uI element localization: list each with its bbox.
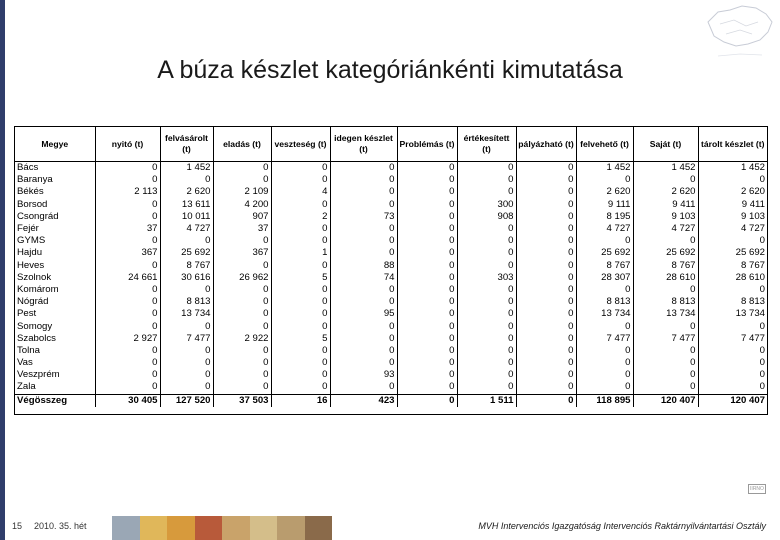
county-name-cell: Szolnok bbox=[15, 272, 95, 284]
value-cell: 0 bbox=[95, 284, 160, 296]
value-cell: 0 bbox=[457, 260, 516, 272]
county-name-cell: Zala bbox=[15, 381, 95, 394]
value-cell: 0 bbox=[457, 320, 516, 332]
value-cell: 0 bbox=[397, 284, 457, 296]
value-cell: 0 bbox=[271, 284, 330, 296]
value-cell: 0 bbox=[160, 284, 213, 296]
value-cell: 0 bbox=[516, 223, 576, 235]
total-value-cell: 118 895 bbox=[576, 394, 633, 407]
value-cell: 0 bbox=[330, 381, 397, 394]
value-cell: 0 bbox=[330, 162, 397, 175]
value-cell: 0 bbox=[213, 235, 271, 247]
county-name-cell: Veszprém bbox=[15, 369, 95, 381]
value-cell: 0 bbox=[397, 345, 457, 357]
value-cell: 0 bbox=[457, 381, 516, 394]
value-cell: 0 bbox=[213, 345, 271, 357]
value-cell: 0 bbox=[516, 272, 576, 284]
grain-photo-tile bbox=[305, 516, 333, 540]
value-cell: 0 bbox=[160, 369, 213, 381]
value-cell: 0 bbox=[95, 357, 160, 369]
grain-photo-tile bbox=[250, 516, 278, 540]
value-cell: 0 bbox=[160, 235, 213, 247]
value-cell: 0 bbox=[759, 357, 765, 369]
value-cell: 0 bbox=[576, 284, 633, 296]
county-name-cell: Békés bbox=[15, 186, 95, 198]
organization-label: MVH Intervenciós Igazgatóság Intervenciós Raktárnyilvántartási Osztály bbox=[478, 521, 766, 531]
value-cell: 28 610 bbox=[735, 271, 765, 283]
value-cell: 25 692 bbox=[160, 247, 213, 259]
value-cell: 0 bbox=[271, 308, 330, 320]
county-name-cell: Tolna bbox=[15, 345, 95, 357]
value-cell: 0 bbox=[633, 174, 698, 186]
table-row bbox=[15, 223, 767, 235]
value-cell: 0 bbox=[271, 357, 330, 369]
value-cell: 367 bbox=[213, 247, 271, 259]
county-name-cell: Bács bbox=[15, 162, 95, 175]
corner-logo-mark: IIRNO bbox=[748, 484, 766, 494]
table-row bbox=[15, 369, 767, 381]
value-cell: 0 bbox=[457, 345, 516, 357]
county-name-cell: Somogy bbox=[15, 320, 95, 332]
value-cell: 24 661 bbox=[95, 272, 160, 284]
table-row bbox=[15, 235, 767, 247]
value-cell: 30 616 bbox=[160, 272, 213, 284]
table-row bbox=[15, 357, 767, 369]
value-cell: 2 113 bbox=[95, 186, 160, 198]
value-cell: 367 bbox=[95, 247, 160, 259]
value-cell: 0 bbox=[516, 235, 576, 247]
value-cell: 95 bbox=[330, 308, 397, 320]
total-value-cell: 120 407 bbox=[698, 394, 767, 407]
value-cell: 0 bbox=[457, 333, 516, 345]
value-cell: 0 bbox=[397, 162, 457, 175]
value-cell: 0 bbox=[633, 235, 698, 247]
value-cell: 13 611 bbox=[160, 199, 213, 211]
value-cell: 0 bbox=[759, 344, 765, 356]
value-cell: 0 bbox=[397, 174, 457, 186]
value-cell: 0 bbox=[516, 260, 576, 272]
county-name-cell: Borsod bbox=[15, 199, 95, 211]
column-header: felvehető (t) bbox=[576, 127, 633, 162]
value-cell: 13 734 bbox=[576, 308, 633, 320]
value-cell: 0 bbox=[516, 284, 576, 296]
county-name-cell: Pest bbox=[15, 308, 95, 320]
value-cell: 9 103 bbox=[633, 211, 698, 223]
value-cell: 2 927 bbox=[95, 333, 160, 345]
table-row bbox=[15, 381, 767, 394]
value-cell: 1 bbox=[271, 247, 330, 259]
value-cell: 0 bbox=[633, 284, 698, 296]
grain-photo-tile bbox=[195, 516, 223, 540]
value-cell: 8 813 bbox=[576, 296, 633, 308]
total-row bbox=[15, 394, 767, 407]
table-row bbox=[15, 320, 767, 332]
column-header: veszteség (t) bbox=[271, 127, 330, 162]
value-cell: 0 bbox=[516, 357, 576, 369]
total-value-cell: 30 405 bbox=[95, 394, 160, 407]
value-cell: 0 bbox=[160, 381, 213, 394]
value-cell: 0 bbox=[213, 284, 271, 296]
column-header: felvásárolt (t) bbox=[160, 127, 213, 162]
value-cell: 9 411 bbox=[741, 198, 765, 210]
value-cell: 0 bbox=[95, 308, 160, 320]
value-cell: 0 bbox=[95, 211, 160, 223]
hungary-map-logo bbox=[700, 0, 780, 62]
grain-photo-tile bbox=[167, 516, 195, 540]
county-name-cell: GYMS bbox=[15, 235, 95, 247]
value-cell: 2 620 bbox=[633, 186, 698, 198]
value-cell: 0 bbox=[397, 186, 457, 198]
value-cell: 8 767 bbox=[576, 260, 633, 272]
week-label: 2010. 35. hét bbox=[34, 521, 87, 531]
value-cell: 0 bbox=[397, 199, 457, 211]
value-cell: 0 bbox=[576, 174, 633, 186]
page-number: 15 bbox=[12, 521, 23, 531]
value-cell: 4 727 bbox=[160, 223, 213, 235]
value-cell: 0 bbox=[95, 162, 160, 175]
value-cell: 0 bbox=[633, 369, 698, 381]
county-name-cell: Heves bbox=[15, 260, 95, 272]
value-cell: 0 bbox=[213, 162, 271, 175]
value-cell: 0 bbox=[397, 308, 457, 320]
value-cell: 0 bbox=[271, 162, 330, 175]
total-value-cell: 37 503 bbox=[213, 394, 271, 407]
value-cell: 0 bbox=[95, 174, 160, 186]
value-cell: 0 bbox=[213, 296, 271, 308]
column-header: Saját (t) bbox=[633, 127, 698, 162]
value-cell: 0 bbox=[516, 174, 576, 186]
value-cell: 0 bbox=[330, 235, 397, 247]
value-cell: 9 103 bbox=[740, 210, 765, 222]
value-cell: 4 bbox=[271, 186, 330, 198]
value-cell: 5 bbox=[271, 272, 330, 284]
value-cell: 7 477 bbox=[160, 333, 213, 345]
value-cell: 2 620 bbox=[576, 186, 633, 198]
county-name-cell: Komárom bbox=[15, 284, 95, 296]
value-cell: 0 bbox=[95, 199, 160, 211]
county-name-cell: Baranya bbox=[15, 174, 95, 186]
column-header: Problémás (t) bbox=[397, 127, 457, 162]
value-cell: 0 bbox=[633, 357, 698, 369]
table-header-row bbox=[15, 127, 767, 162]
value-cell: 0 bbox=[397, 235, 457, 247]
total-value-cell: 127 520 bbox=[160, 394, 213, 407]
table-row bbox=[15, 284, 767, 296]
value-cell: 28 307 bbox=[576, 272, 633, 284]
value-cell: 8 813 bbox=[740, 296, 765, 308]
value-cell: 0 bbox=[633, 381, 698, 394]
value-cell: 0 bbox=[457, 284, 516, 296]
value-cell: 0 bbox=[457, 235, 516, 247]
value-cell: 0 bbox=[330, 186, 397, 198]
value-cell: 0 bbox=[271, 260, 330, 272]
value-cell: 0 bbox=[397, 369, 457, 381]
value-cell: 0 bbox=[397, 247, 457, 259]
county-name-cell: Hajdu bbox=[15, 247, 95, 259]
value-cell: 8 767 bbox=[633, 260, 698, 272]
value-cell: 0 bbox=[397, 320, 457, 332]
value-cell: 25 692 bbox=[735, 247, 765, 259]
column-header: idegen készlet (t) bbox=[330, 127, 397, 162]
value-cell: 8 813 bbox=[160, 296, 213, 308]
value-cell: 0 bbox=[457, 174, 516, 186]
value-cell: 303 bbox=[457, 272, 516, 284]
grain-photo-tile bbox=[112, 516, 140, 540]
value-cell: 0 bbox=[516, 308, 576, 320]
grain-photo-tile bbox=[277, 516, 305, 540]
column-header: Megye bbox=[15, 127, 95, 162]
value-cell: 0 bbox=[516, 211, 576, 223]
value-cell: 0 bbox=[271, 369, 330, 381]
value-cell: 0 bbox=[457, 247, 516, 259]
value-cell: 0 bbox=[397, 260, 457, 272]
county-name-cell: Csongrád bbox=[15, 211, 95, 223]
value-cell: 0 bbox=[759, 320, 765, 332]
grain-photo-strip bbox=[112, 516, 332, 540]
value-cell: 0 bbox=[397, 272, 457, 284]
table-row bbox=[15, 296, 767, 308]
value-cell: 2 620 bbox=[740, 186, 765, 198]
page-title: A búza készlet kategóriánkénti kimutatása bbox=[157, 56, 623, 84]
value-cell: 0 bbox=[271, 223, 330, 235]
value-cell: 0 bbox=[330, 247, 397, 259]
value-cell: 0 bbox=[576, 357, 633, 369]
value-cell: 0 bbox=[576, 320, 633, 332]
value-cell: 0 bbox=[397, 211, 457, 223]
value-cell: 0 bbox=[397, 357, 457, 369]
value-cell: 1 452 bbox=[633, 162, 698, 175]
value-cell: 0 bbox=[160, 174, 213, 186]
value-cell: 0 bbox=[516, 320, 576, 332]
value-cell: 26 962 bbox=[213, 272, 271, 284]
value-cell: 0 bbox=[457, 357, 516, 369]
table-row bbox=[15, 260, 767, 272]
value-cell: 13 734 bbox=[735, 308, 765, 320]
table-row bbox=[15, 272, 767, 284]
value-cell: 0 bbox=[330, 284, 397, 296]
column-header: nyitó (t) bbox=[95, 127, 160, 162]
value-cell: 0 bbox=[330, 357, 397, 369]
county-name-cell: Szabolcs bbox=[15, 333, 95, 345]
value-cell: 2 922 bbox=[213, 333, 271, 345]
grain-photo-tile bbox=[222, 516, 250, 540]
table-row bbox=[15, 199, 767, 211]
table-row bbox=[15, 174, 767, 186]
table-row bbox=[15, 333, 767, 345]
value-cell: 907 bbox=[213, 211, 271, 223]
wheat-stock-table bbox=[15, 127, 767, 407]
value-cell: 7 477 bbox=[576, 333, 633, 345]
value-cell: 74 bbox=[330, 272, 397, 284]
wheat-stock-table-frame bbox=[14, 126, 768, 415]
value-cell: 9 411 bbox=[633, 199, 698, 211]
value-cell: 0 bbox=[457, 186, 516, 198]
value-cell: 8 813 bbox=[633, 296, 698, 308]
value-cell: 0 bbox=[330, 333, 397, 345]
value-cell: 0 bbox=[95, 345, 160, 357]
value-cell: 0 bbox=[633, 320, 698, 332]
column-header: pályázható (t) bbox=[516, 127, 576, 162]
value-cell: 0 bbox=[330, 223, 397, 235]
column-header: eladás (t) bbox=[213, 127, 271, 162]
value-cell: 0 bbox=[330, 345, 397, 357]
value-cell: 2 109 bbox=[213, 186, 271, 198]
value-cell: 0 bbox=[271, 320, 330, 332]
value-cell: 0 bbox=[160, 357, 213, 369]
value-cell: 0 bbox=[759, 174, 765, 186]
value-cell: 25 692 bbox=[633, 247, 698, 259]
value-cell: 0 bbox=[271, 235, 330, 247]
value-cell: 0 bbox=[160, 320, 213, 332]
value-cell: 0 bbox=[576, 381, 633, 394]
value-cell: 0 bbox=[271, 381, 330, 394]
value-cell: 0 bbox=[213, 308, 271, 320]
value-cell: 0 bbox=[457, 223, 516, 235]
value-cell: 37 bbox=[213, 223, 271, 235]
value-cell: 0 bbox=[759, 283, 765, 295]
value-cell: 2 620 bbox=[160, 186, 213, 198]
value-cell: 0 bbox=[397, 223, 457, 235]
value-cell: 37 bbox=[95, 223, 160, 235]
total-value-cell: 1 511 bbox=[457, 394, 516, 407]
value-cell: 0 bbox=[759, 381, 765, 393]
table-row bbox=[15, 162, 767, 175]
value-cell: 10 011 bbox=[160, 211, 213, 223]
value-cell: 908 bbox=[457, 211, 516, 223]
value-cell: 0 bbox=[213, 369, 271, 381]
value-cell: 0 bbox=[759, 369, 765, 381]
table-row bbox=[15, 308, 767, 320]
value-cell: 0 bbox=[759, 235, 765, 247]
value-cell: 0 bbox=[271, 345, 330, 357]
table-row bbox=[15, 211, 767, 223]
total-value-cell: 0 bbox=[516, 394, 576, 407]
value-cell: 5 bbox=[271, 333, 330, 345]
county-name-cell: Fejér bbox=[15, 223, 95, 235]
value-cell: 0 bbox=[95, 320, 160, 332]
value-cell: 0 bbox=[516, 199, 576, 211]
value-cell: 0 bbox=[576, 369, 633, 381]
value-cell: 0 bbox=[516, 345, 576, 357]
value-cell: 0 bbox=[397, 333, 457, 345]
value-cell: 8 767 bbox=[740, 259, 765, 271]
value-cell: 0 bbox=[95, 235, 160, 247]
value-cell: 93 bbox=[330, 369, 397, 381]
total-value-cell: 0 bbox=[397, 394, 457, 407]
value-cell: 0 bbox=[271, 296, 330, 308]
value-cell: 0 bbox=[516, 296, 576, 308]
value-cell: 0 bbox=[160, 345, 213, 357]
value-cell: 25 692 bbox=[576, 247, 633, 259]
value-cell: 0 bbox=[213, 381, 271, 394]
value-cell: 4 727 bbox=[576, 223, 633, 235]
value-cell: 4 727 bbox=[740, 223, 765, 235]
value-cell: 0 bbox=[330, 199, 397, 211]
table-row bbox=[15, 247, 767, 259]
value-cell: 0 bbox=[213, 174, 271, 186]
value-cell: 4 200 bbox=[213, 199, 271, 211]
grain-photo-tile bbox=[140, 516, 168, 540]
value-cell: 0 bbox=[516, 381, 576, 394]
value-cell: 88 bbox=[330, 260, 397, 272]
county-name-cell: Vas bbox=[15, 357, 95, 369]
map-outline-icon bbox=[700, 0, 780, 62]
table-row bbox=[15, 345, 767, 357]
value-cell: 0 bbox=[397, 381, 457, 394]
value-cell: 0 bbox=[213, 260, 271, 272]
value-cell: 13 734 bbox=[633, 308, 698, 320]
value-cell: 0 bbox=[576, 345, 633, 357]
value-cell: 0 bbox=[271, 174, 330, 186]
value-cell: 0 bbox=[516, 162, 576, 175]
value-cell: 0 bbox=[330, 320, 397, 332]
value-cell: 4 727 bbox=[633, 223, 698, 235]
value-cell: 0 bbox=[330, 296, 397, 308]
value-cell: 7 477 bbox=[633, 333, 698, 345]
value-cell: 1 452 bbox=[740, 162, 765, 174]
value-cell: 0 bbox=[457, 296, 516, 308]
value-cell: 0 bbox=[95, 260, 160, 272]
value-cell: 0 bbox=[516, 247, 576, 259]
value-cell: 0 bbox=[633, 345, 698, 357]
value-cell: 1 452 bbox=[160, 162, 213, 175]
value-cell: 0 bbox=[457, 162, 516, 175]
value-cell: 0 bbox=[516, 369, 576, 381]
table-row bbox=[15, 186, 767, 198]
value-cell: 7 477 bbox=[740, 332, 765, 344]
value-cell: 8 195 bbox=[576, 211, 633, 223]
value-cell: 0 bbox=[213, 357, 271, 369]
value-cell: 0 bbox=[330, 174, 397, 186]
value-cell: 0 bbox=[397, 296, 457, 308]
value-cell: 0 bbox=[516, 333, 576, 345]
value-cell: 9 111 bbox=[576, 199, 633, 211]
value-cell: 0 bbox=[95, 369, 160, 381]
column-header: értékesített (t) bbox=[457, 127, 516, 162]
value-cell: 0 bbox=[576, 235, 633, 247]
total-value-cell: 16 bbox=[271, 394, 330, 407]
value-cell: 13 734 bbox=[160, 308, 213, 320]
county-name-cell: Nógrád bbox=[15, 296, 95, 308]
value-cell: 73 bbox=[330, 211, 397, 223]
value-cell: 0 bbox=[516, 186, 576, 198]
total-value-cell: 423 bbox=[330, 394, 397, 407]
value-cell: 0 bbox=[95, 381, 160, 394]
value-cell: 0 bbox=[271, 199, 330, 211]
value-cell: 0 bbox=[457, 369, 516, 381]
value-cell: 2 bbox=[271, 211, 330, 223]
value-cell: 1 452 bbox=[576, 162, 633, 175]
value-cell: 0 bbox=[213, 320, 271, 332]
value-cell: 8 767 bbox=[160, 260, 213, 272]
value-cell: 28 610 bbox=[633, 272, 698, 284]
value-cell: 0 bbox=[457, 308, 516, 320]
total-label-cell: Végösszeg bbox=[15, 394, 95, 407]
total-value-cell: 120 407 bbox=[633, 394, 698, 407]
column-header: tárolt készlet (t) bbox=[698, 127, 767, 162]
value-cell: 300 bbox=[457, 199, 516, 211]
value-cell: 0 bbox=[95, 296, 160, 308]
